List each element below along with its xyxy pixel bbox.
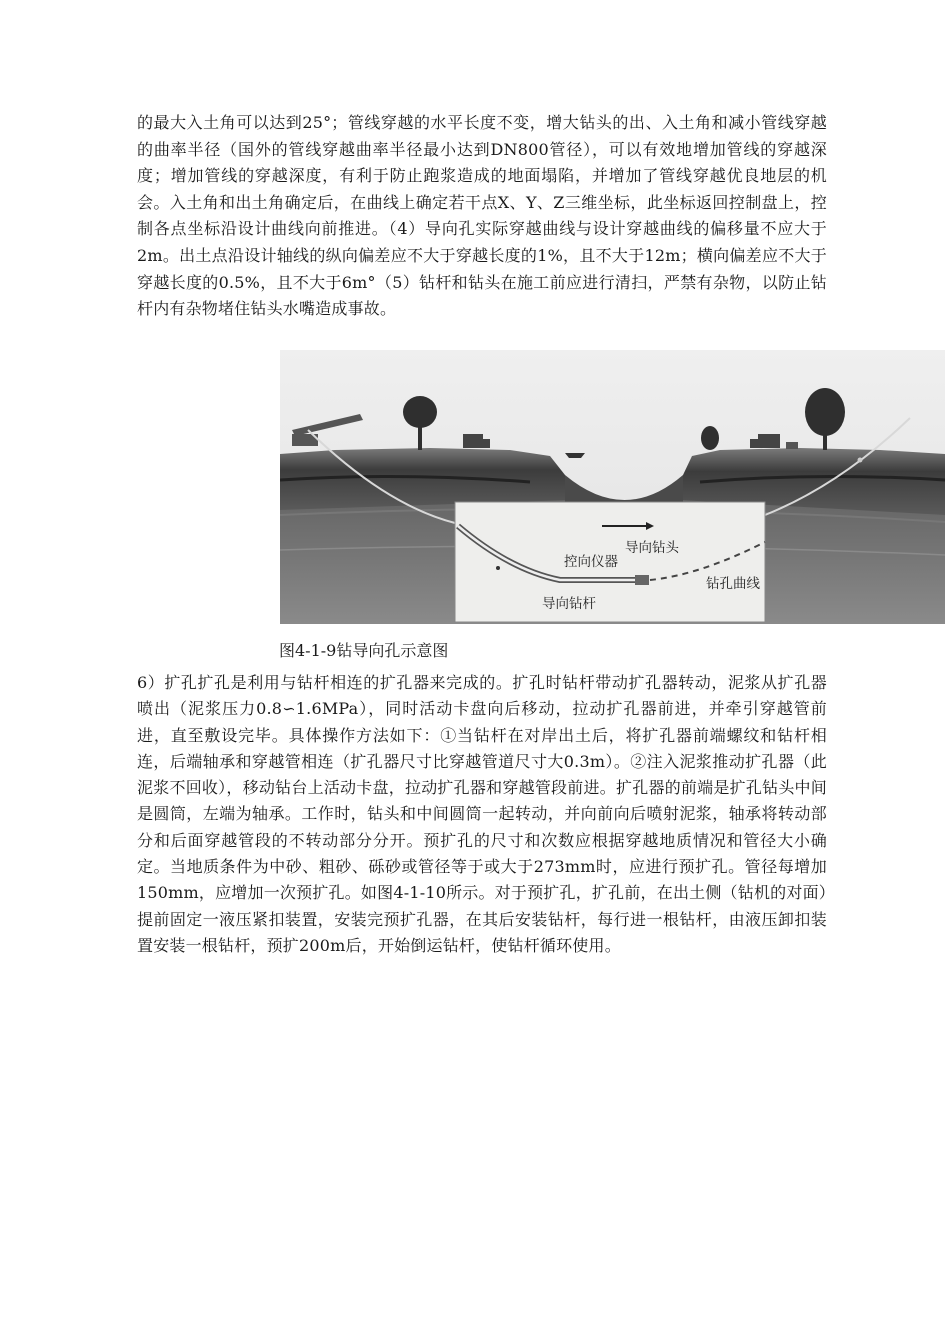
bore-marker: [496, 566, 500, 570]
bore-marker: [858, 458, 863, 463]
drill-bit-icon: [635, 575, 649, 585]
tree-trunk: [418, 424, 422, 450]
truck-cab: [750, 439, 758, 448]
figure-caption: 图4-1-9钻导向孔示意图: [279, 641, 449, 660]
label-pilot-bit: 导向钻头: [625, 540, 679, 556]
body-paragraph-1: 的最大入土角可以达到25°；管线穿越的水平长度不变，增大钻头的出、入土角和减小管线穿越的曲率半径（国外的管线穿越曲率半径最小达到DN800管径），可以有效地增加管线的穿越深度；增加管线的穿越深度，有利于防止跑浆造成的地面塌陷，并增加了管线穿越优良地层的机会。入土角和出土角确定后，在曲线上确定若干点X、Y、Z三维坐标，此坐标返回控制盘上，控制各点坐标沿设计曲线向前推进。（4）导向孔实际穿越曲线与设计穿越曲线的偏移量不应大于2m。出土点沿设计轴线的纵向偏差应不大于穿越长度的1%，且不大于12m；横向偏差应不大于穿越长度的0.5%，且不大于6m°（5）钻杆和钻头在施工前应进行清扫，严禁有杂物，以防止钻杆内有杂物堵住钻头水嘴造成事故。: [137, 113, 827, 319]
truck-icon: [463, 434, 483, 448]
car-icon: [786, 442, 798, 449]
tree-icon: [403, 396, 437, 428]
body-paragraph-2: 6）扩孔扩孔是利用与钻杆相连的扩孔器来完成的。扩孔时钻杆带动扩孔器转动，泥浆从扩孔器喷出（泥浆压力0.8∽1.6MPa），同时活动卡盘向后移动，拉动扩孔器前进，并牵引穿越管前进，直至敷设完毕。具体操作方法如下：①当钻杆在对岸出土后，将扩孔器前端螺纹和钻杆相连，后端轴承和穿越管相连（扩孔器尺寸比穿越管道尺寸大0.3m）。②注入泥浆推动扩孔器（此泥浆不回收），移动钻台上活动卡盘，拉动扩孔器和穿越管段前进。扩孔器的前端是扩孔钻头中间是圆筒，左端为轴承。工作时，钻头和中间圆筒一起转动，并向前向后喷射泥浆，轴承将转动部分和后面穿越管段的不转动部分分开。预扩孔的尺寸和次数应根据穿越地质情况和管径大小确定。当地质条件为中砂、粗砂、砾砂或管径等于或大于273mm时，应进行预扩孔。管径每增加150mm，应增加一次预扩孔。如图4-1-10所示。对于预扩孔，扩孔前，在出土侧（钻机的对面）提前固定一液压紧扣装置，安装完预扩孔器，在其后安装钻杆，每行进一根钻杆，由液压卸扣装置安装一根钻杆，预扩200m后，开始倒运钻杆，使钻杆循环使用。: [137, 673, 827, 955]
label-steering-instrument: 控向仪器: [564, 554, 618, 570]
tree-trunk: [823, 428, 827, 450]
label-pilot-rod: 导向钻杆: [542, 596, 596, 612]
truck-cab: [483, 439, 490, 448]
label-bore-curve: 钻孔曲线: [706, 576, 760, 592]
tree-icon: [701, 426, 719, 450]
truck-icon: [758, 434, 780, 448]
drilling-diagram-svg: [280, 350, 945, 624]
drilling-diagram-figure: [280, 350, 945, 624]
